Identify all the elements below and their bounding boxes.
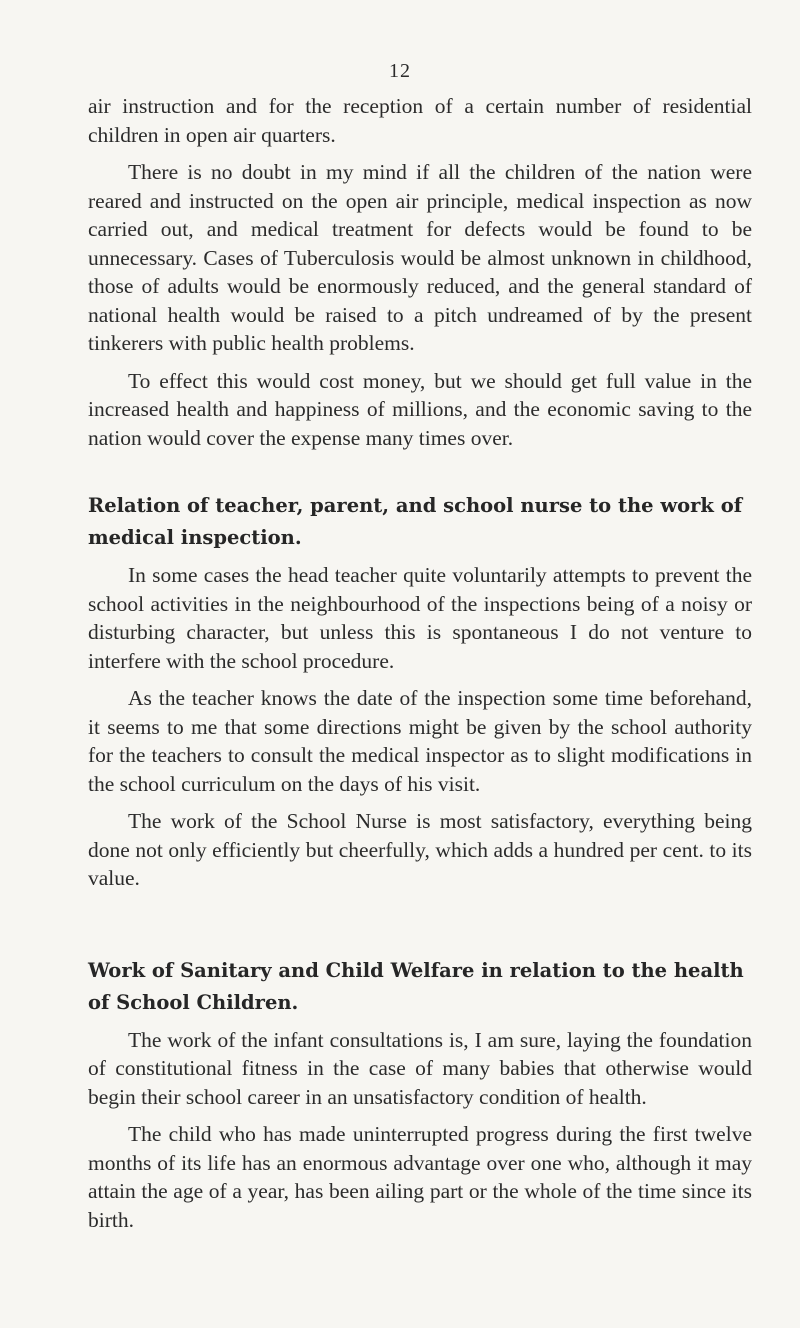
intro-paragraph-2: There is no doubt in my mind if all the children of the nation were reared and instructed on the open air principle, medical inspection as now carried out, and medical treatment for defects would be found to be unnecessary. Cases of Tuberculosis would be almost unknown in childhood, those of adults would be enormously reduced, and the general standard of national health would be raised to a pitch undreamed of by the present tinkerers with public health problems. xyxy=(88,160,752,355)
section-1-paragraph-2: As the teacher knows the date of the inspection some time beforehand, it seems to me that some directions might be given by the school authority for the teachers to consult the medical inspector as to slight modifications in the school curriculum on the days of his visit. xyxy=(88,686,752,796)
intro-paragraph-1: air instruction and for the reception of a certain number of residential children in open air quarters. xyxy=(88,94,752,147)
section-2-paragraph-1: The work of the infant consultations is, I am sure, laying the foundation of constitutional fitness in the case of many babies that otherwise would begin their school career in an unsatisfactory condition of health. xyxy=(88,1027,752,1109)
section-heading-sanitary-child-welfare: Work of Sanitary and Child Welfare in relation to the health of School Children. xyxy=(88,958,744,1014)
section-heading-teacher-parent-nurse: Relation of teacher, parent, and school nurse to the work of medical inspection. xyxy=(88,494,743,549)
body-text xyxy=(88,92,752,1234)
section-1-paragraph-3: The work of the School Nurse is most satisfactory, everything being done not only efficiently but cheerfully, which adds a hundred per cent. to its value. xyxy=(88,809,752,890)
section-1-paragraph-1: In some cases the head teacher quite voluntarily attempts to prevent the school activities in the neighbourhood of the inspections being of a noisy or disturbing character, but unless this is spontaneous I do not venture to interfere with the school procedure. xyxy=(88,563,752,673)
intro-paragraph-3: To effect this would cost money, but we should get full value in the increased health and happiness of millions, and the economic saving to the nation would cover the expense many times over. xyxy=(88,368,752,450)
page-number: 12 xyxy=(389,60,411,82)
section-2-paragraph-2: The child who has made uninterrupted progress during the first twelve months of its life has an enormous advantage over one who, although it may attain the age of a year, has been ailing part or the whole of the time since its birth. xyxy=(88,1122,752,1232)
